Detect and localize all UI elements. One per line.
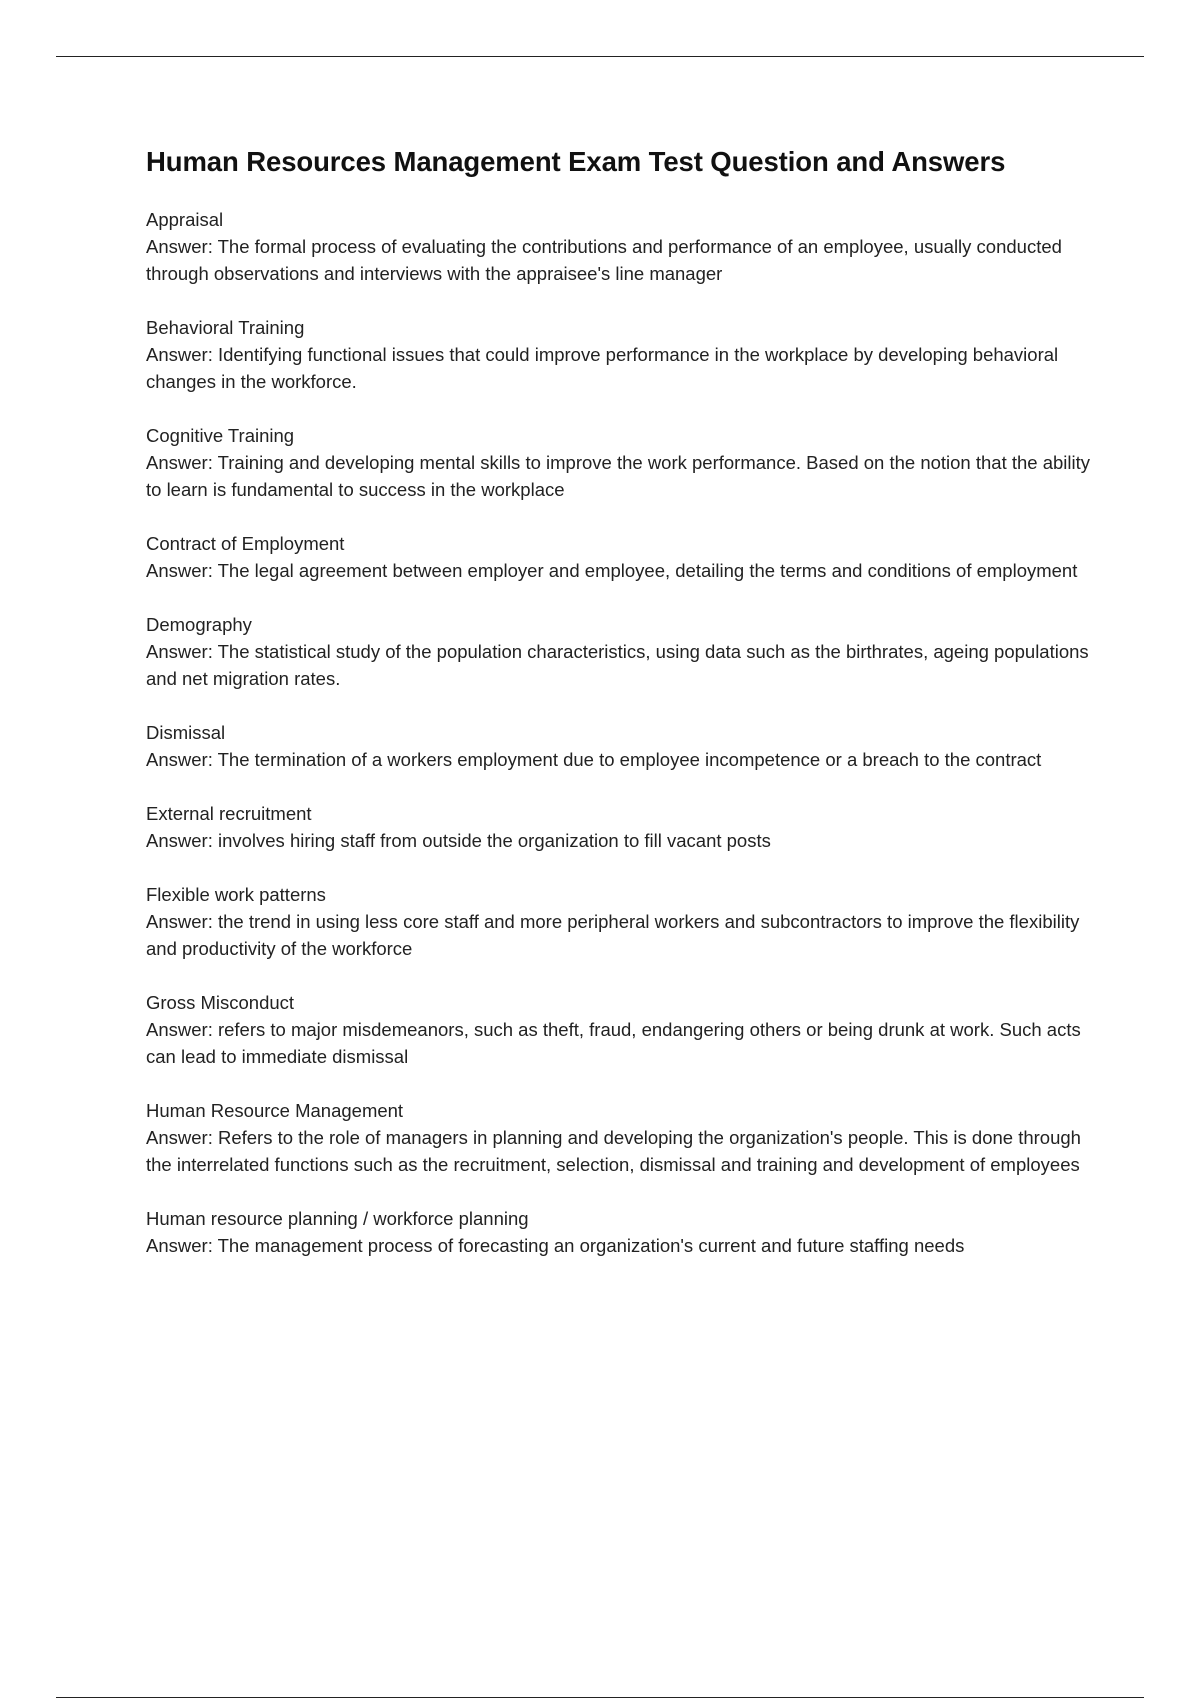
- qa-item: [146, 1097, 1096, 1178]
- qa-answer: Answer: The formal process of evaluating the contributions and performance of an employee, usually conducted through observations and interviews with the appraisee's line manager: [146, 236, 1062, 284]
- qa-term: Appraisal: [146, 209, 224, 230]
- qa-answer: Answer: involves hiring staff from outside the organization to fill vacant posts: [146, 830, 771, 851]
- qa-answer: Answer: Training and developing mental skills to improve the work performance. Based on the notion that the ability to learn is fundamental to success in the workplace: [146, 452, 1091, 500]
- qa-item: [146, 314, 1096, 395]
- qa-item: [146, 800, 1096, 854]
- qa-item: [146, 530, 1096, 584]
- qa-answer: Answer: Identifying functional issues that could improve performance in the workplace by developing behavioral changes in the workforce.: [146, 344, 1059, 392]
- qa-answer: Answer: The termination of a workers employment due to employee incompetence or a breach to the contract: [146, 749, 1042, 770]
- qa-item: [146, 206, 1096, 287]
- qa-list: [146, 206, 1096, 1259]
- bottom-rule: [56, 1697, 1144, 1698]
- qa-item: [146, 422, 1096, 503]
- qa-term: Cognitive Training: [146, 425, 295, 446]
- qa-item: [146, 989, 1096, 1070]
- qa-answer: Answer: The statistical study of the population characteristics, using data such as the birthrates, ageing populations and net migration rates.: [146, 641, 1089, 689]
- qa-item: [146, 719, 1096, 773]
- qa-term: Contract of Employment: [146, 533, 345, 554]
- qa-term: Flexible work patterns: [146, 884, 326, 905]
- qa-answer: Answer: The management process of forecasting an organization's current and future staffing needs: [146, 1235, 965, 1256]
- qa-term: Dismissal: [146, 722, 226, 743]
- document-title: Human Resources Management Exam Test Question and Answers: [146, 146, 1006, 177]
- qa-item: [146, 611, 1096, 692]
- qa-answer: Answer: the trend in using less core staff and more peripheral workers and subcontractors to improve the flexibility and productivity of the workforce: [146, 911, 1080, 959]
- qa-answer: Answer: The legal agreement between employer and employee, detailing the terms and conditions of employment: [146, 560, 1078, 581]
- qa-term: Human Resource Management: [146, 1100, 404, 1121]
- qa-term: Behavioral Training: [146, 317, 305, 338]
- document-body: [146, 146, 1096, 1286]
- qa-term: External recruitment: [146, 803, 312, 824]
- qa-item: [146, 1205, 1096, 1259]
- qa-term: Demography: [146, 614, 252, 635]
- qa-item: [146, 881, 1096, 962]
- top-rule: [56, 56, 1144, 57]
- qa-term: Gross Misconduct: [146, 992, 295, 1013]
- qa-answer: Answer: refers to major misdemeanors, such as theft, fraud, endangering others or being drunk at work. Such acts can lead to immediate dismissal: [146, 1019, 1081, 1067]
- qa-term: Human resource planning / workforce planning: [146, 1208, 529, 1229]
- qa-answer: Answer: Refers to the role of managers in planning and developing the organization's people. This is done through the interrelated functions such as the recruitment, selection, dismissal and training and development of employees: [146, 1127, 1081, 1175]
